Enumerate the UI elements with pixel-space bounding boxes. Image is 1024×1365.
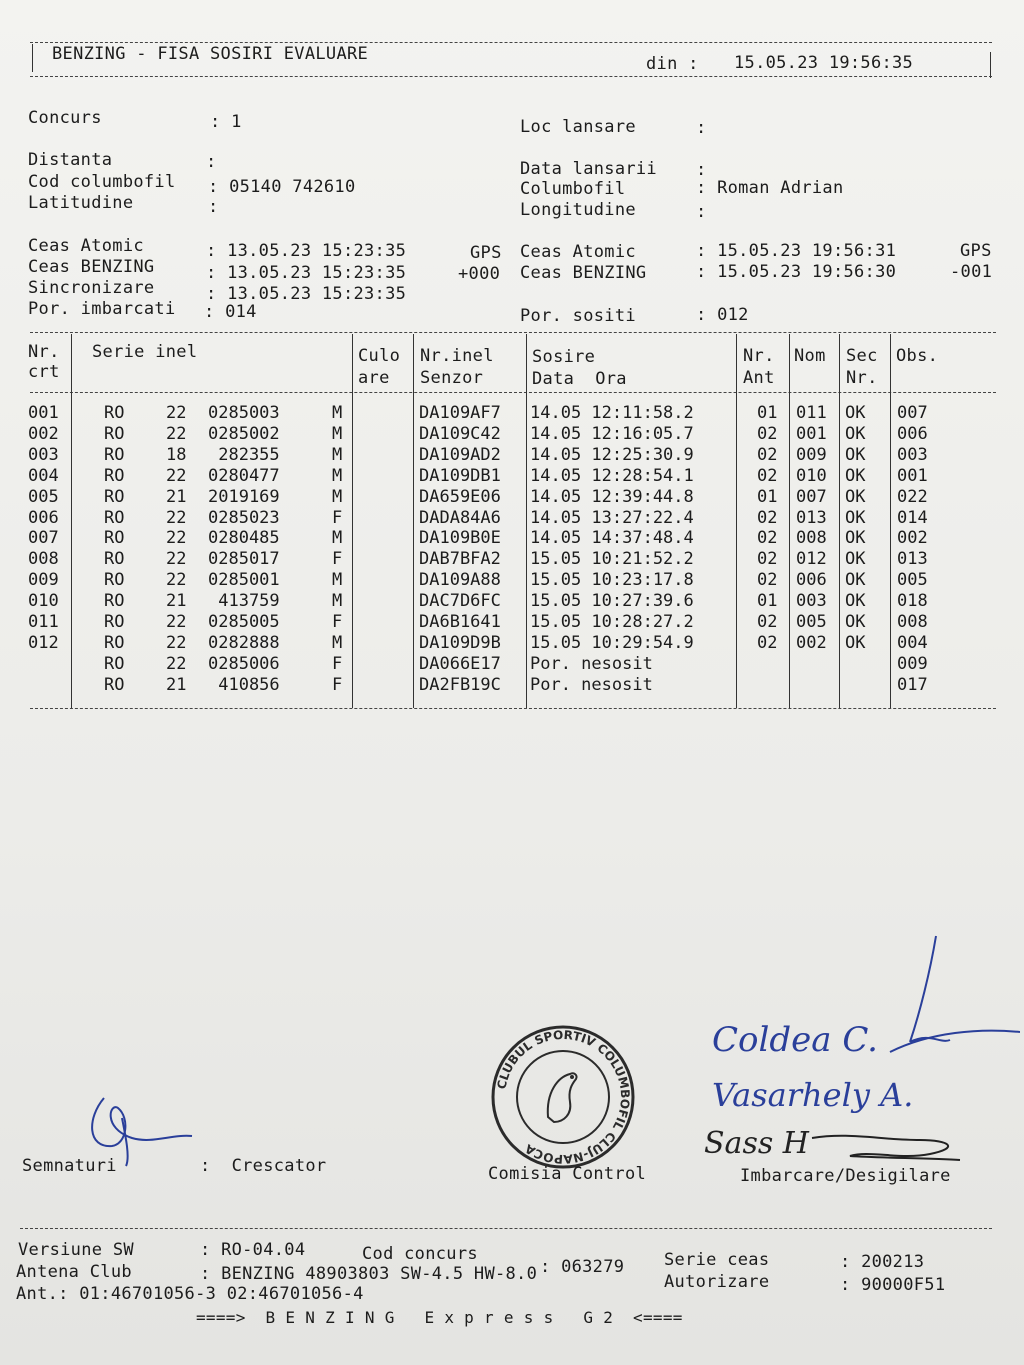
cell-sensor: DA109AD2 [419, 444, 501, 465]
cell-obs: 017 [897, 674, 928, 695]
cell-sensor: DA6B1641 [419, 612, 501, 632]
table-bottom-rule [30, 708, 996, 709]
header-nom: Nom [794, 346, 826, 366]
cell-sex: F [332, 507, 343, 528]
concurs-label: Concurs [28, 108, 102, 128]
cell-nom: 002 [796, 632, 827, 653]
ceas-benzing-start-suffix: +000 [458, 264, 501, 284]
header-nr-ant: Nr. [743, 346, 775, 366]
cell-sex: F [332, 674, 343, 695]
por-imbarcati-value: : 014 [204, 302, 257, 322]
cell-sensor: DA109B0E [419, 528, 501, 549]
table-row [0, 528, 1024, 549]
header-serie-inel: Serie inel [92, 342, 198, 362]
cell-arrival: 15.05 10:21:52.2 [530, 549, 694, 570]
cell-arrival: 14.05 13:27:22.4 [530, 507, 694, 528]
handwritten-vasarhely: Vasarhely A. [712, 1076, 914, 1114]
cell-arrival: 15.05 10:28:27.2 [530, 612, 694, 632]
sheet-title: BENZING - FISA SOSIRI EVALUARE [52, 44, 369, 64]
header-crt: crt [28, 362, 60, 382]
cell-sex: M [332, 423, 343, 444]
versiune-value: : RO-04.04 [200, 1240, 306, 1260]
cell-obs: 001 [897, 465, 928, 486]
concurs-value: : 1 [210, 112, 242, 132]
cell-ring-number: 413759 [208, 591, 280, 612]
coldea-signature-mark [870, 932, 1020, 1062]
cell-year: 22 [166, 528, 187, 549]
cell-antenna: 01 [757, 486, 778, 507]
cell-year: 21 [166, 591, 187, 612]
table-row [0, 675, 1024, 696]
header-sec-nr: Nr. [846, 368, 878, 388]
table-row [0, 466, 1024, 487]
cell-ring-number: 0280485 [208, 528, 280, 549]
latitudine-value: : [208, 197, 219, 217]
table-row [0, 654, 1024, 675]
cell-ring-number: 0285017 [208, 549, 280, 570]
cell-nom: 005 [796, 612, 827, 632]
cell-obs: 002 [897, 528, 928, 549]
cell-country: RO [104, 486, 125, 507]
table-row [0, 487, 1024, 508]
cell-nr: 004 [28, 465, 59, 486]
autorizare-value: : 90000F51 [840, 1275, 946, 1295]
cell-sex: F [332, 653, 343, 674]
cell-country: RO [104, 632, 125, 653]
ceas-atomic-end-suffix: GPS [960, 241, 992, 261]
cell-sec: OK [845, 612, 866, 632]
loc-lansare-value: : [696, 118, 707, 138]
header-nr: Nr. [28, 342, 60, 362]
data-lansarii-label: Data lansarii [520, 159, 657, 179]
antena-label: Antena Club [16, 1262, 132, 1282]
cell-sec: OK [845, 591, 866, 612]
columbofil-value: : Roman Adrian [696, 178, 844, 198]
cell-arrival: 14.05 12:16:05.7 [530, 423, 694, 444]
latitudine-label: Latitudine [28, 193, 134, 213]
cod-columbofil-label: Cod columbofil [28, 172, 176, 192]
cell-sex: M [332, 570, 343, 591]
cell-sensor: DA109C42 [419, 423, 501, 444]
cell-country: RO [104, 403, 125, 423]
cell-sensor: DAC7D6FC [419, 591, 501, 612]
cell-country: RO [104, 465, 125, 486]
cell-sensor: DA109DB1 [419, 465, 501, 486]
header-senzor: Senzor [420, 368, 484, 388]
header-are: are [358, 368, 390, 388]
serie-ceas-value: : 200213 [840, 1252, 925, 1272]
header-sosire: Sosire [532, 347, 596, 367]
cell-sec: OK [845, 403, 866, 423]
cell-ring-number: 0280477 [208, 465, 280, 486]
por-imbarcati-label: Por. imbarcati [28, 299, 176, 319]
cell-country: RO [104, 444, 125, 465]
cell-year: 22 [166, 570, 187, 591]
semnaturi-label: Semnaturi [22, 1156, 117, 1176]
cell-arrival: 14.05 14:37:48.4 [530, 528, 694, 549]
cell-arrival: 15.05 10:27:39.6 [530, 591, 694, 612]
table-row [0, 570, 1024, 591]
footer-rule [20, 1228, 992, 1229]
ceas-benzing-end-value: : 15.05.23 19:56:30 [696, 262, 897, 282]
cell-obs: 014 [897, 507, 928, 528]
cell-ring-number: 0285023 [208, 507, 280, 528]
cell-sensor: DA659E06 [419, 486, 501, 507]
cell-arrival: 15.05 10:23:17.8 [530, 570, 694, 591]
cell-nr: 008 [28, 549, 59, 570]
header-nr-inel: Nr.inel [420, 346, 494, 366]
cell-country: RO [104, 674, 125, 695]
cell-nom: 003 [796, 591, 827, 612]
serie-ceas-label: Serie ceas [664, 1250, 770, 1270]
cell-sec: OK [845, 549, 866, 570]
cell-arrival: 14.05 12:39:44.8 [530, 486, 694, 507]
cod-concurs-label: Cod concurs [362, 1244, 478, 1264]
table-row [0, 403, 1024, 424]
cell-sensor: DA109A88 [419, 570, 501, 591]
cell-ring-number: 2019169 [208, 486, 280, 507]
longitudine-value: : [696, 202, 707, 222]
ceas-atomic-start-value: : 13.05.23 15:23:35 [206, 241, 407, 261]
cell-nr: 009 [28, 570, 59, 591]
cell-arrival: Por. nesosit [530, 653, 653, 674]
cell-country: RO [104, 507, 125, 528]
cell-sex: M [332, 444, 343, 465]
cell-obs: 022 [897, 486, 928, 507]
cell-nom: 001 [796, 423, 827, 444]
cell-arrival: 15.05 10:29:54.9 [530, 632, 694, 653]
header-right-bar [990, 52, 991, 78]
cell-antenna: 01 [757, 591, 778, 612]
cell-obs: 009 [897, 653, 928, 674]
imbarcare-label: Imbarcare/Desigilare [740, 1166, 951, 1186]
cell-nom: 012 [796, 549, 827, 570]
cell-antenna: 02 [757, 507, 778, 528]
cell-nr: 010 [28, 591, 59, 612]
cell-sensor: DA066E17 [419, 653, 501, 674]
cell-obs: 005 [897, 570, 928, 591]
cell-nom: 006 [796, 570, 827, 591]
cell-year: 22 [166, 403, 187, 423]
cell-sec: OK [845, 444, 866, 465]
cell-year: 22 [166, 507, 187, 528]
cell-ring-number: 410856 [208, 674, 280, 695]
ceas-atomic-end-label: Ceas Atomic [520, 242, 636, 262]
cell-country: RO [104, 570, 125, 591]
cell-year: 22 [166, 653, 187, 674]
cell-sex: M [332, 465, 343, 486]
cell-year: 21 [166, 486, 187, 507]
cell-sensor: DADA84A6 [419, 507, 501, 528]
cell-sensor: DA2FB19C [419, 674, 501, 695]
autorizare-label: Autorizare [664, 1272, 770, 1292]
cell-obs: 008 [897, 612, 928, 632]
cell-nom: 010 [796, 465, 827, 486]
cell-year: 22 [166, 423, 187, 444]
cell-country: RO [104, 653, 125, 674]
cell-ring-number: 0282888 [208, 632, 280, 653]
cell-nom: 011 [796, 403, 827, 423]
table-row [0, 445, 1024, 466]
cell-obs: 006 [897, 423, 928, 444]
header-bottom-rule [30, 76, 992, 77]
por-sositi-label: Por. sositi [520, 306, 636, 326]
cell-year: 21 [166, 674, 187, 695]
date-value: 15.05.23 19:56:35 [734, 53, 914, 73]
cell-antenna: 02 [757, 423, 778, 444]
table-row [0, 549, 1024, 570]
cell-year: 22 [166, 612, 187, 632]
cell-ring-number: 0285001 [208, 570, 280, 591]
cell-sex: M [332, 486, 343, 507]
cell-nom: 009 [796, 444, 827, 465]
cell-nr: 012 [28, 632, 59, 653]
ceas-benzing-start-label: Ceas BENZING [28, 257, 155, 277]
cell-sec: OK [845, 632, 866, 653]
cell-country: RO [104, 423, 125, 444]
brand-line: ====> B E N Z I N G E x p r e s s G 2 <==== [196, 1308, 683, 1327]
ceas-benzing-end-label: Ceas BENZING [520, 263, 647, 283]
cell-sensor: DA109AF7 [419, 403, 501, 423]
cell-sensor: DAB7BFA2 [419, 549, 501, 570]
cell-ring-number: 0285006 [208, 653, 280, 674]
por-sositi-value: : 012 [696, 305, 749, 325]
header-culo: Culo [358, 346, 401, 366]
cell-year: 18 [166, 444, 187, 465]
cell-arrival: 14.05 12:25:30.9 [530, 444, 694, 465]
cell-sex: F [332, 549, 343, 570]
cell-sex: M [332, 591, 343, 612]
table-row [0, 424, 1024, 445]
table-row [0, 612, 1024, 633]
cell-nr: 003 [28, 444, 59, 465]
longitudine-label: Longitudine [520, 200, 636, 220]
header-sec: Sec [846, 346, 878, 366]
cell-sex: F [332, 612, 343, 632]
cell-ring-number: 0285003 [208, 403, 280, 423]
cell-country: RO [104, 591, 125, 612]
cell-nom: 013 [796, 507, 827, 528]
antena-value: : BENZING 48903803 SW-4.5 HW-8.0 [200, 1264, 538, 1284]
cod-concurs-value: : 063279 [540, 1257, 625, 1277]
cell-country: RO [104, 612, 125, 632]
cell-antenna: 02 [757, 528, 778, 549]
table-row [0, 633, 1024, 654]
cell-arrival: 14.05 12:11:58.2 [530, 403, 694, 423]
table-row [0, 591, 1024, 612]
cell-country: RO [104, 549, 125, 570]
loc-lansare-label: Loc lansare [520, 117, 636, 137]
cell-sec: OK [845, 528, 866, 549]
cell-nr: 002 [28, 423, 59, 444]
cell-antenna: 02 [757, 632, 778, 653]
cell-nom: 007 [796, 486, 827, 507]
cell-sec: OK [845, 486, 866, 507]
distanta-label: Distanta [28, 150, 113, 170]
cell-nr: 005 [28, 486, 59, 507]
header-top-rule [30, 42, 992, 43]
cell-antenna: 02 [757, 444, 778, 465]
stamp-text: CLUBUL SPORTIV COLUMBOFIL CLUJ-NAPOCA [494, 1027, 633, 1167]
cell-antenna: 01 [757, 403, 778, 423]
cell-sex: M [332, 528, 343, 549]
header-left-bar [32, 44, 33, 72]
cell-antenna: 02 [757, 549, 778, 570]
header-data-ora: Data Ora [532, 369, 627, 389]
table-header-rule [30, 392, 996, 393]
cell-nr: 007 [28, 528, 59, 549]
cell-year: 22 [166, 632, 187, 653]
versiune-label: Versiune SW [18, 1240, 134, 1260]
cell-obs: 007 [897, 403, 928, 423]
columbofil-label: Columbofil [520, 179, 626, 199]
cell-sec: OK [845, 507, 866, 528]
ceas-benzing-end-suffix: -001 [950, 262, 993, 282]
handwritten-sass: Sass H [704, 1126, 809, 1161]
cod-columbofil-value: : 05140 742610 [208, 177, 356, 197]
cell-antenna: 02 [757, 612, 778, 632]
ceas-atomic-start-suffix: GPS [470, 243, 502, 263]
date-label: din : [646, 54, 699, 74]
cell-arrival: 14.05 12:28:54.1 [530, 465, 694, 486]
cell-nr: 011 [28, 612, 59, 632]
data-lansarii-value: : [696, 160, 707, 180]
cell-antenna: 02 [757, 465, 778, 486]
sincronizare-value: : 13.05.23 15:23:35 [206, 284, 407, 304]
cell-sex: M [332, 403, 343, 423]
sincronizare-label: Sincronizare [28, 278, 155, 298]
cell-nom: 008 [796, 528, 827, 549]
cell-nr: 006 [28, 507, 59, 528]
cell-arrival: Por. nesosit [530, 674, 653, 695]
cell-sec: OK [845, 465, 866, 486]
cell-obs: 003 [897, 444, 928, 465]
cell-obs: 013 [897, 549, 928, 570]
cell-obs: 004 [897, 632, 928, 653]
table-row [0, 508, 1024, 529]
cell-nr: 001 [28, 403, 59, 423]
club-stamp [488, 1022, 638, 1172]
header-ant: Ant [743, 368, 775, 388]
ceas-benzing-start-value: : 13.05.23 15:23:35 [206, 263, 407, 283]
cell-year: 22 [166, 549, 187, 570]
cell-sec: OK [845, 423, 866, 444]
cell-ring-number: 0285005 [208, 612, 280, 632]
ceas-atomic-end-value: : 15.05.23 19:56:31 [696, 241, 897, 261]
header-obs: Obs. [896, 346, 939, 366]
table-top-rule [30, 332, 996, 333]
cell-year: 22 [166, 465, 187, 486]
cell-ring-number: 282355 [208, 444, 280, 465]
ceas-atomic-start-label: Ceas Atomic [28, 236, 144, 256]
handwritten-coldea: Coldea C. [712, 1020, 878, 1060]
cell-country: RO [104, 528, 125, 549]
cell-sex: M [332, 632, 343, 653]
comisia-label: Comisia Control [488, 1164, 647, 1184]
cell-ring-number: 0285002 [208, 423, 280, 444]
crescator-label: : Crescator [200, 1156, 327, 1176]
sass-signature-mark [810, 1128, 970, 1168]
cell-antenna: 02 [757, 570, 778, 591]
antenna-ids: Ant.: 01:46701056-3 02:46701056-4 [16, 1284, 364, 1304]
cell-sec: OK [845, 570, 866, 591]
distanta-value: : [206, 152, 217, 172]
cell-obs: 018 [897, 591, 928, 612]
cell-sensor: DA109D9B [419, 632, 501, 653]
